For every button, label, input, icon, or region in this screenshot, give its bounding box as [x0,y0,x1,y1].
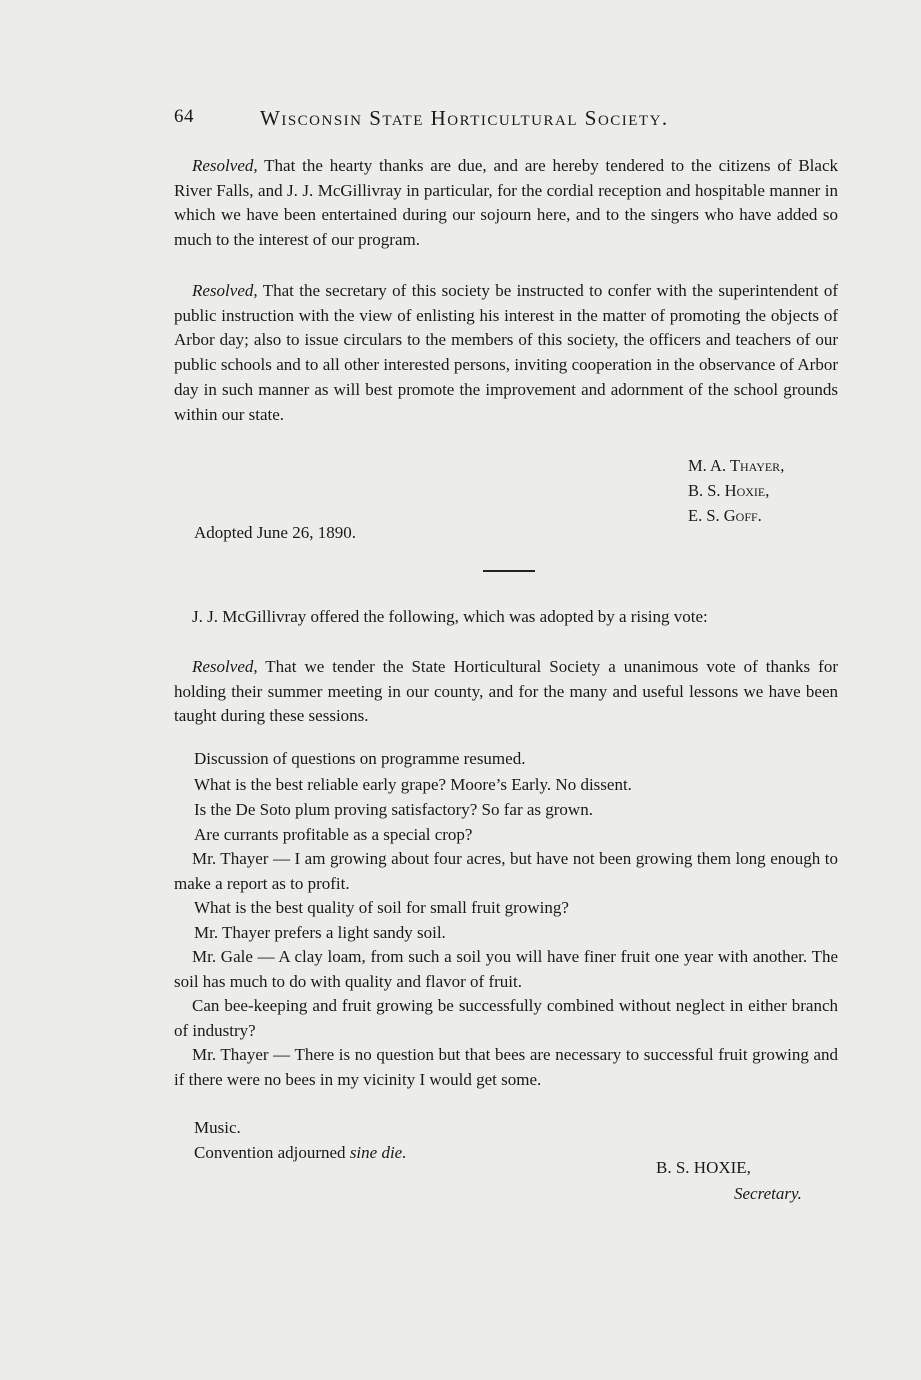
resolution-text: That we tender the State Horticultural Society a unanimous vote of thanks for holding their summer meeting in our county, and for the many and useful lessons we have been taught during these sessions. [174,657,838,726]
discussion-paragraph: Mr. Thayer — There is no question but that bees are necessary to successful fruit growing and if there were no bees in my vicinity I would get some. [174,1045,838,1089]
adjournment-line [194,1143,406,1163]
section-divider [483,570,535,572]
resolution-paragraph-1 [174,154,838,253]
discussion-line: Mr. Thayer prefers a light sandy soil. [194,923,446,942]
resolved-label: Resolved, [192,156,258,175]
committee-member: M. A. Thayer, [688,456,785,475]
discussion-paragraph: Mr. Gale — A clay loam, from such a soil you will have finer fruit one year with another. The soil has much to do with quality and flavor of fruit. [174,947,838,991]
running-title: Wisconsin State Horticultural Society. [260,106,669,130]
mcgillivray-intro: J. J. McGillivray offered the following, which was adopted by a rising vote: [192,607,708,626]
resolution-paragraph-2 [174,279,838,427]
secretary-title: Secretary. [734,1184,802,1203]
discussion-line: What is the best quality of soil for small fruit growing? [194,898,569,917]
music-line: Music. [194,1118,241,1137]
discussion-paragraph: Can bee-keeping and fruit growing be successfully combined without neglect in either branch of industry? [174,996,838,1040]
discussion-line: Discussion of questions on programme resumed. [194,749,526,768]
mcgillivray-resolution [174,655,838,729]
adjournment-text: Convention adjourned [194,1143,350,1162]
committee-member: B. S. Hoxie, [688,481,770,500]
resolved-label: Resolved, [192,281,258,300]
resolution-text: That the secretary of this society be instructed to confer with the superintendent of public instruction with the view of enlisting his interest in the matter of promoting the objects of Arbor day; also to issue circulars to the members of this society, the officers and teachers of our public schools and to all other interested persons, inviting cooperation in the observance of Arbor day in such manner as will best promote the improvement and adornment of the school grounds within our state. [174,281,838,424]
discussion-line: Is the De Soto plum proving satisfactory? So far as grown. [194,800,593,819]
resolved-label: Resolved, [192,657,258,676]
committee-member: E. S. Goff. [688,506,762,525]
committee-signatures [688,453,784,528]
discussion-line: What is the best reliable early grape? Moore’s Early. No dissent. [194,775,632,794]
adjournment-latin: sine die. [349,1143,407,1162]
discussion-paragraph: Mr. Thayer — I am growing about four acres, but have not been growing them long enough to make a report as to profit. [174,849,838,893]
discussion-line: Are currants profitable as a special crop? [194,825,473,844]
resolution-text: That the hearty thanks are due, and are hereby tendered to the citizens of Black River Falls, and J. J. McGillivray in particular, for the cordial reception and hospitable manner in which we have been entertained during our sojourn here, and to the singers who have added so much to the interest of our program. [174,156,838,250]
secretary-name: B. S. HOXIE, [656,1158,751,1177]
page-number: 64 [174,106,194,127]
adopted-date: Adopted June 26, 1890. [194,523,356,542]
